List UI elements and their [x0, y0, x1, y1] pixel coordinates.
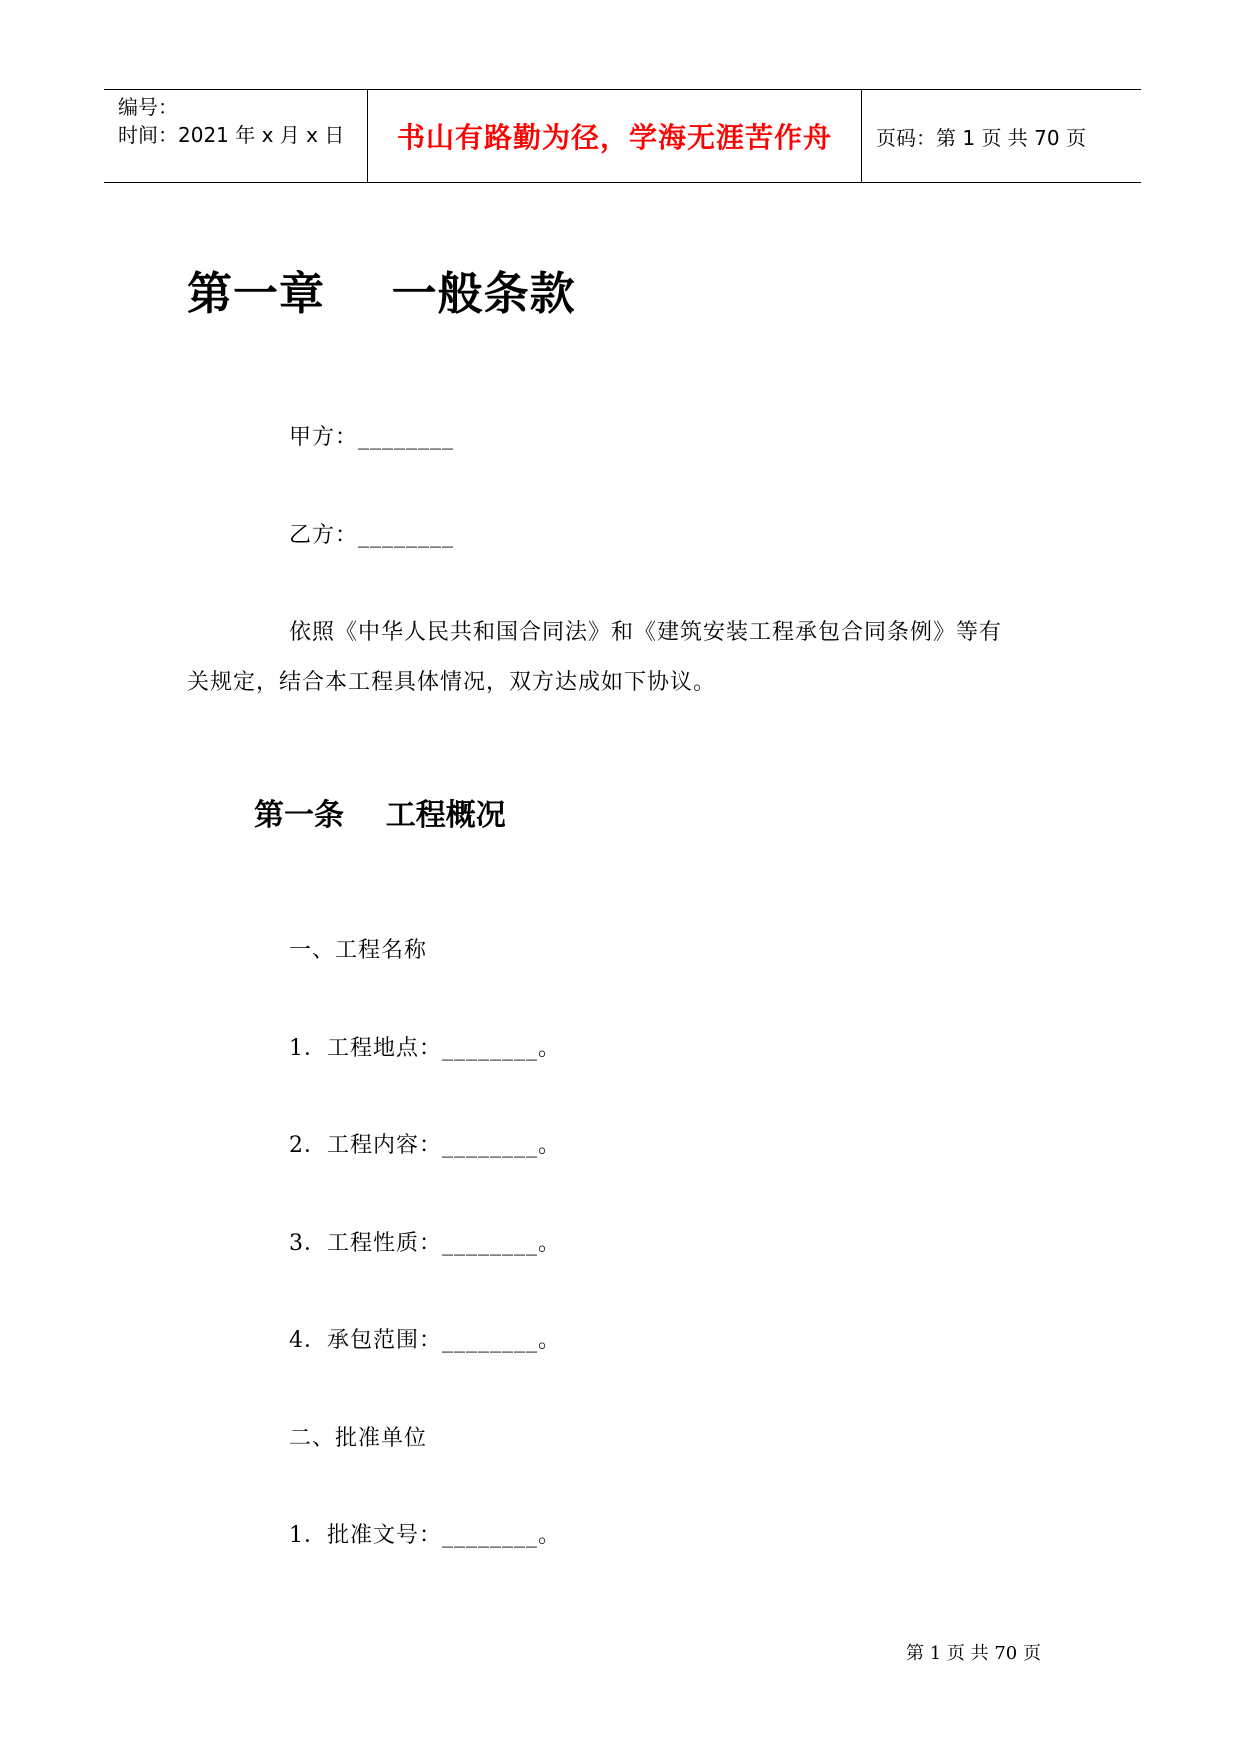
header-motto: 书山有路勤为径，学海无涯苦作舟: [396, 121, 832, 154]
page-footer: 第 1 页 共 70 页: [906, 1643, 1041, 1664]
party-b-line: 乙方：________: [289, 523, 455, 548]
intro-paragraph-line-2: 关规定，结合本工程具体情况，双方达成如下协议。: [187, 670, 717, 695]
party-a-line: 甲方：________: [289, 425, 455, 450]
article-title: 第一条 工程概况: [254, 798, 506, 833]
header-meta-cell: [104, 90, 368, 182]
list-item: 2．工程内容：________。: [289, 1133, 561, 1158]
section-heading: 二、批准单位: [289, 1426, 428, 1451]
list-item: 1．工程地点：________。: [289, 1036, 561, 1061]
page-header: [104, 89, 1141, 183]
header-page-cell: [862, 90, 1141, 182]
header-page-info: 页码：第 1 页 共 70 页: [876, 125, 1086, 150]
intro-paragraph-line-1: 依照《中华人民共和国合同法》和《建筑安装工程承包合同条例》等有: [289, 620, 1003, 645]
document-time-label: 时间：2021 年 x 月 x 日: [118, 123, 345, 147]
header-motto-cell: [368, 90, 862, 182]
chapter-title: 第一章 一般条款: [187, 267, 576, 320]
section-heading: 一、工程名称: [289, 938, 428, 963]
document-number-label: 编号：: [118, 95, 178, 119]
list-item: 4．承包范围：________。: [289, 1328, 561, 1353]
list-item: 3．工程性质：________。: [289, 1231, 561, 1256]
list-item: 1．批准文号：________。: [289, 1523, 561, 1548]
